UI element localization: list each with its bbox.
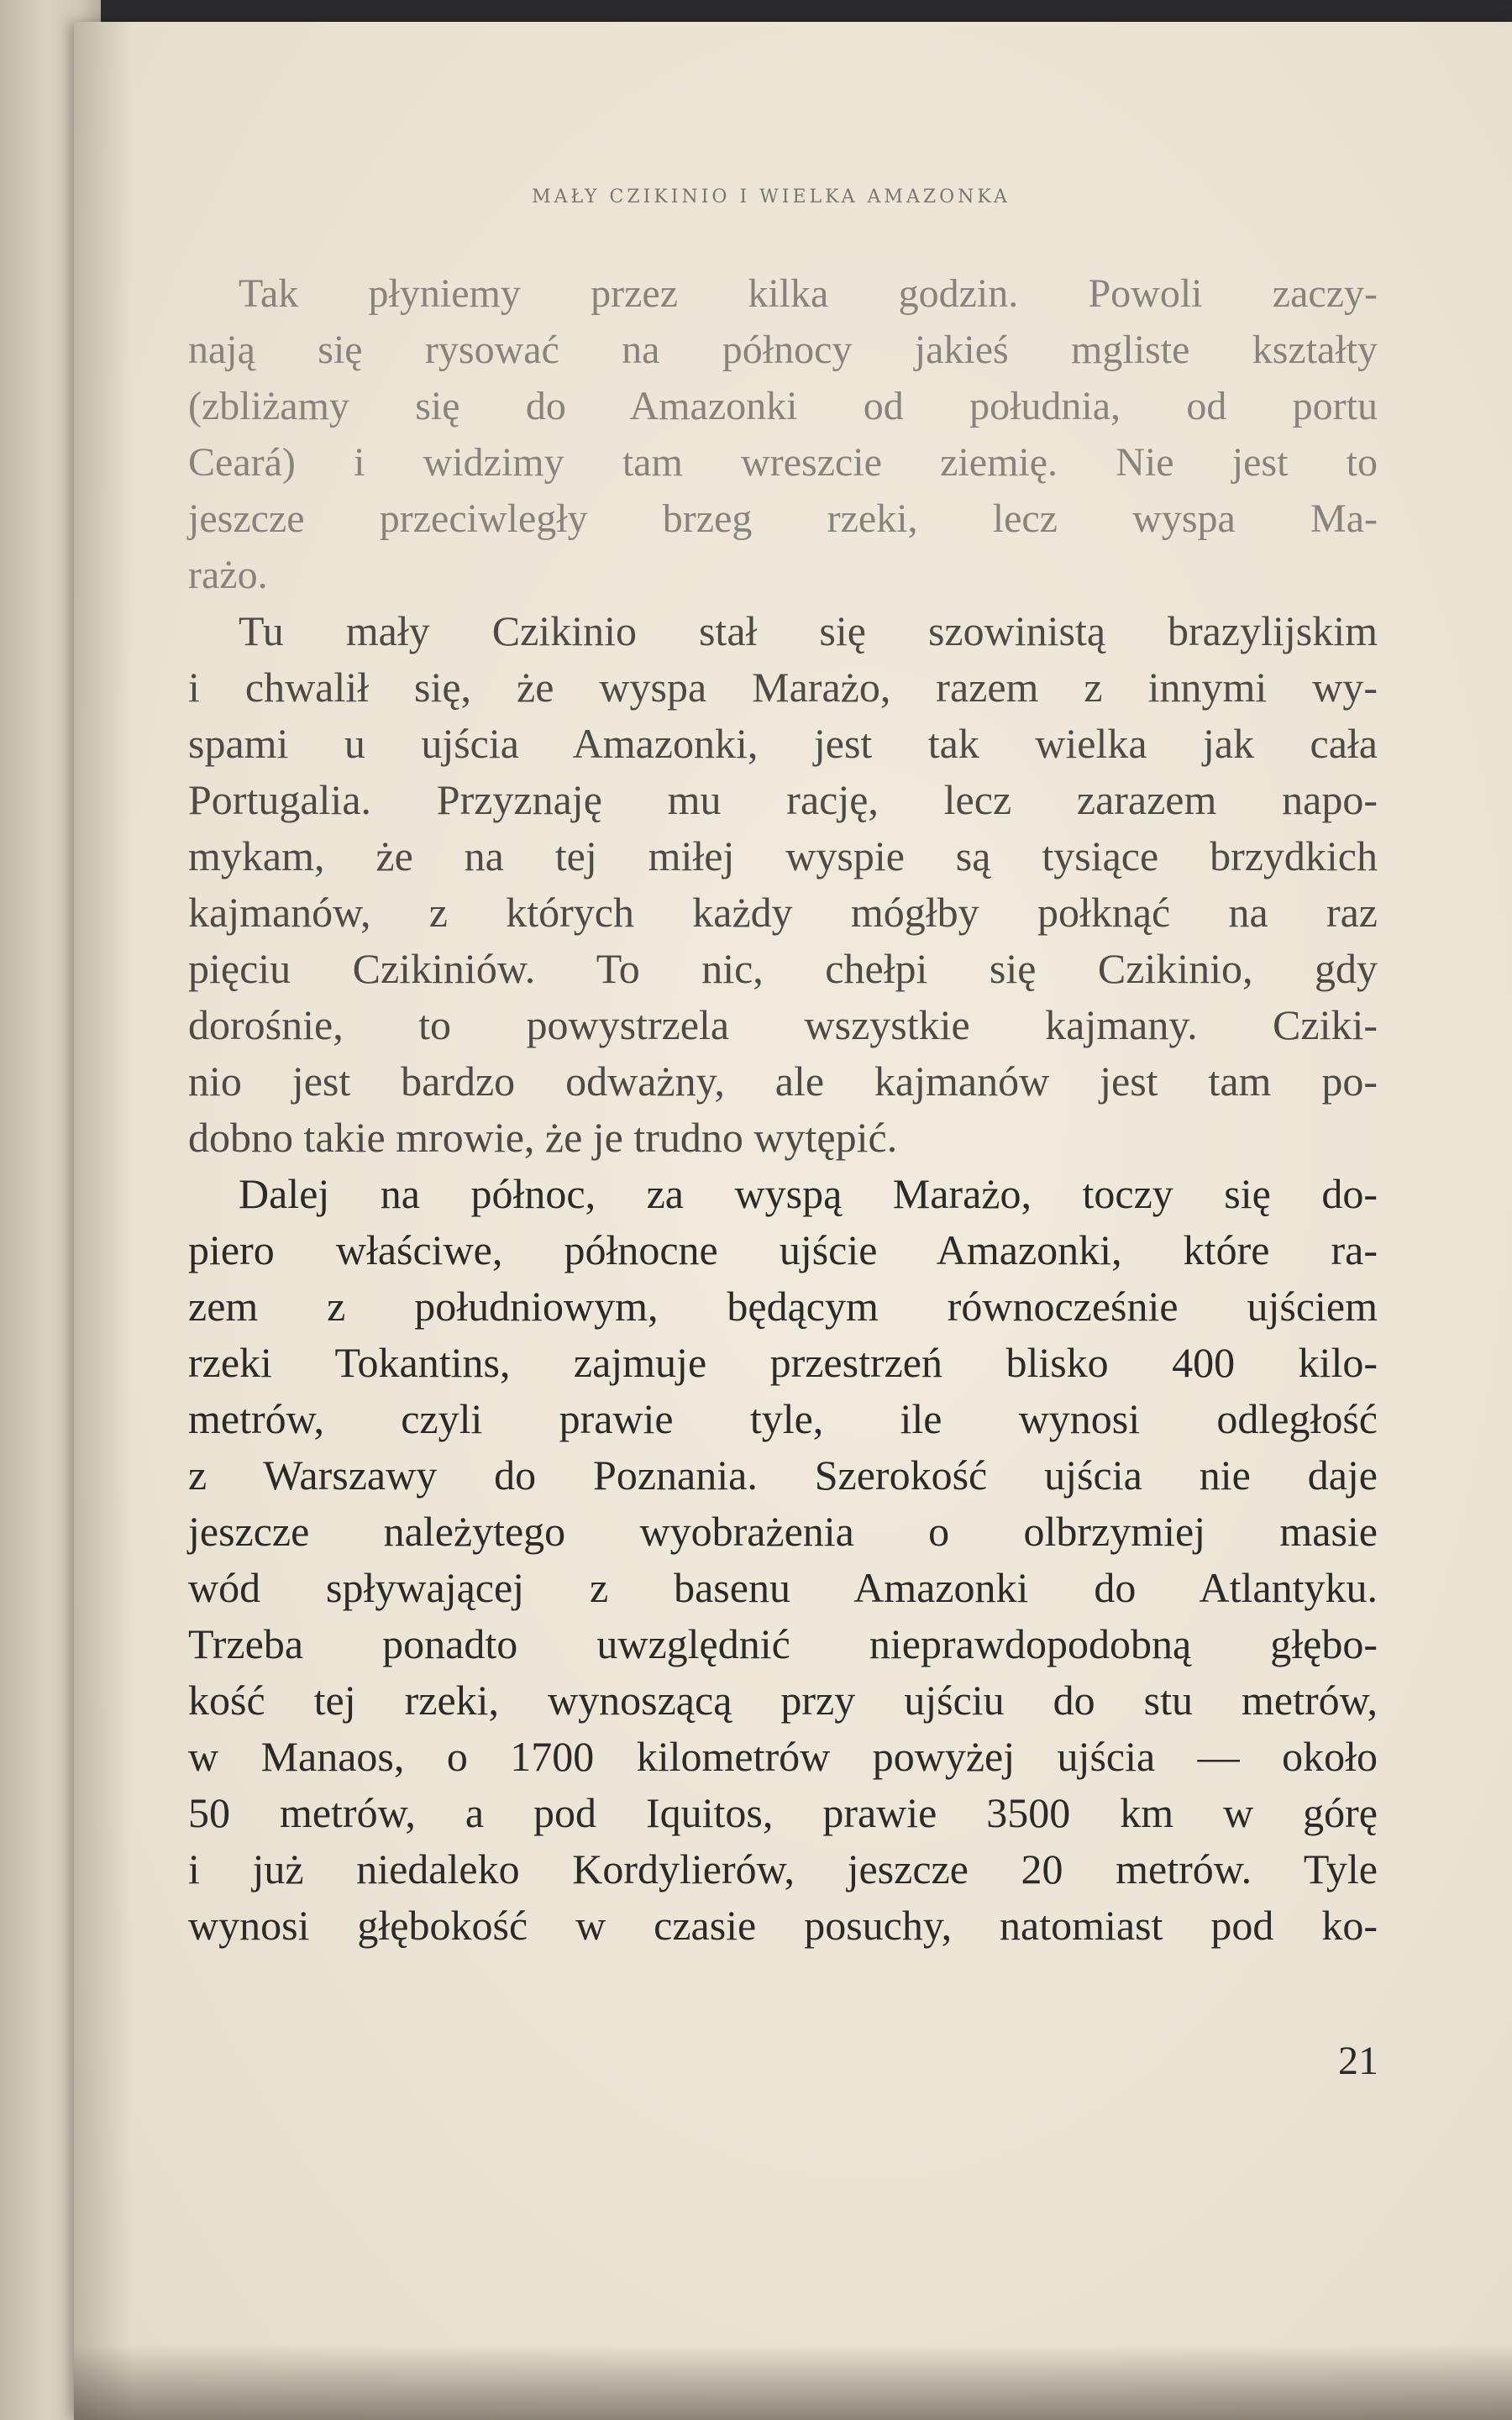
text-line: Ceará) i widzimy tam wreszcie ziemię. Nie jest to (188, 440, 1378, 485)
text-line: wód spływającej z basenu Amazonki do Atlantyku. (188, 1564, 1378, 1611)
text-line: Portugalia. Przyznaję mu rację, lecz zarazem napo- (188, 776, 1378, 823)
text-line: w Manaos, o 1700 kilometrów powyżej ujścia — około (188, 1733, 1378, 1780)
paragraph-2 (188, 603, 1378, 1166)
page-number: 21 (1338, 2039, 1378, 2083)
running-head: MAŁY CZIKINIO I WIELKA AMAZONKA (532, 186, 1011, 207)
text-line: piero właściwe, północne ujście Amazonki, które ra- (188, 1226, 1378, 1273)
text-line: zem z południowym, będącym równocześnie ujściem (188, 1283, 1378, 1330)
text-line: Trzeba ponadto uwzględnić nieprawdopodobną głębo- (188, 1620, 1378, 1667)
text-line: z Warszawy do Poznania. Szerokość ujścia nie daje (188, 1451, 1378, 1499)
text-line: dobno takie mrowie, że je trudno wytępić. (188, 1114, 898, 1161)
book-page (74, 22, 1512, 2420)
text-line: nają się rysować na północy jakieś mgliste kształty (188, 328, 1378, 372)
text-line: rzeki Tokantins, zajmuje przestrzeń blisko 400 kilo- (188, 1339, 1378, 1386)
body-text (188, 265, 1378, 1954)
page-bottom-shadow (74, 2344, 1512, 2420)
paragraph-1 (188, 265, 1378, 603)
text-line: mykam, że na tej miłej wyspie są tysiące brzydkich (188, 832, 1378, 879)
text-line: pięciu Czikiniów. To nic, chełpi się Czikinio, gdy (188, 945, 1378, 992)
text-line: Tak płyniemy przez kilka godzin. Powoli zaczy- (239, 271, 1378, 316)
text-line: jeszcze przeciwległy brzeg rzeki, lecz wyspa Ma- (188, 496, 1378, 541)
text-line: kajmanów, z których każdy mógłby połknąć na raz (188, 889, 1378, 936)
text-line: nio jest bardzo odważny, ale kajmanów jest tam po- (188, 1058, 1378, 1105)
text-line: Dalej na północ, za wyspą Marażo, toczy się do- (239, 1170, 1378, 1217)
text-line: i już niedaleko Kordylierów, jeszcze 20 metrów. Tyle (188, 1845, 1378, 1892)
text-line: rażo. (188, 553, 268, 597)
text-line: Tu mały Czikinio stał się szowinistą brazylijskim (239, 607, 1378, 654)
text-line: 50 metrów, a pod Iquitos, prawie 3500 km w górę (188, 1789, 1378, 1836)
text-line: wynosi głębokość w czasie posuchy, natomiast pod ko- (188, 1902, 1378, 1949)
text-line: dorośnie, to powystrzela wszystkie kajmany. Cziki- (188, 1001, 1378, 1048)
paragraph-3 (188, 1166, 1378, 1954)
text-line: i chwalił się, że wyspa Marażo, razem z innymi wy- (188, 664, 1378, 711)
text-line: (zbliżamy się do Amazonki od południa, od portu (188, 384, 1378, 428)
text-line: kość tej rzeki, wynoszącą przy ujściu do stu metrów, (188, 1677, 1378, 1724)
text-line: jeszcze należytego wyobrażenia o olbrzymiej masie (188, 1508, 1378, 1555)
text-line: spami u ujścia Amazonki, jest tak wielka jak cała (188, 720, 1378, 767)
text-line: metrów, czyli prawie tyle, ile wynosi odległość (188, 1395, 1378, 1442)
